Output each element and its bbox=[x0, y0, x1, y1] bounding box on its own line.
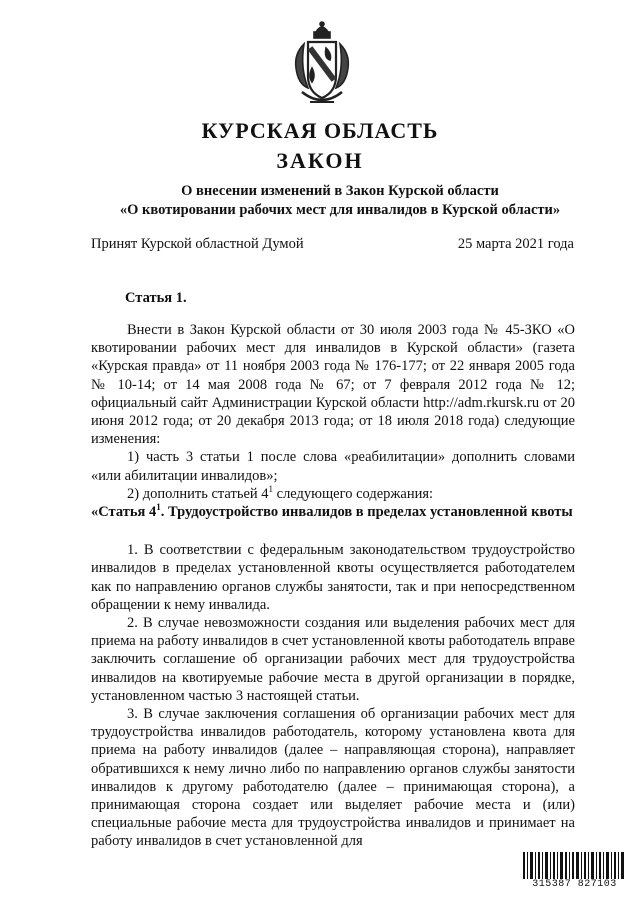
barcode-number: 315387 827103 bbox=[521, 879, 628, 890]
subtitle-line-1: О внесении изменений в Закон Курской области bbox=[181, 183, 499, 199]
paragraph-1: 1. В соответствии с федеральным законодательством трудоустройство инвалидов в пределах установленной квоты осуществляется работодателем как по направлению органов службы занятости, так и при непосредственном обращении к нему инвалида. bbox=[91, 542, 575, 613]
subtitle-line-2: «О квотировании рабочих мест для инвалидов в Курской области» bbox=[119, 202, 561, 218]
new-article-heading: «Статья $4^1$. Трудоустройство инвалидов в пределах установленной квоты bbox=[91, 502, 573, 521]
intro-paragraph: Внести в Закон Курской области от 30 июля 2003 года № 45-ЗКО «О квотировании рабочих мест для инвалидов в Курской области» (газета «Курская правда» от 11 ноября 2003 года № 176-177; от 22 января 2005 года № 10-14; от 14 мая 2008 года № 67; от 7 февраля 2012 года № 12; официальный сайт Администрации Курской области http://adm.rkursk.ru от 20 июня 2012 года; от 20 декабря 2013 года; от 18 июля 2018 года) следующие изменения: bbox=[91, 322, 575, 448]
article-heading: Статья 1. bbox=[125, 290, 187, 306]
paragraph-2: 2. В случае невозможности создания или выделения рабочих мест для приема на работу инвалидов в счет установленной квоты работодатель вправе заключить соглашение об организации рабочих мест для трудоустройства инвалидов на квотируемые рабочие места в другой организации в порядке, установленном частью 3 настоящей статьи. bbox=[91, 615, 575, 704]
adoption-date: 25 марта 2021 года bbox=[457, 236, 574, 252]
amendment-item-1: 1) часть 3 статьи 1 после слова «реабилитации» дополнить словами «или абилитации инвалидов»; bbox=[91, 449, 575, 484]
region-title: КУРСКАЯ ОБЛАСТЬ bbox=[201, 118, 439, 143]
paragraph-3: 3. В случае заключения соглашения об организации рабочих мест для трудоустройства инвалидов работодатель, которому установлена квота для приема на работу инвалидов (далее – направляющая сторона), направляет обратившихся к нему лично либо по направлению органов службы занятости инвалидов к другому работодателю (далее – принимающая сторона), а принимающая сторона создает или выделяет рабочие места и (или) специальные рабочие места для трудоустройства инвалидов и принимает на работу инвалидов в счет установленной для bbox=[91, 706, 575, 850]
adopted-by: Принят Курской областной Думой bbox=[91, 236, 304, 252]
coat-of-arms-emblem bbox=[290, 18, 354, 116]
document-body bbox=[91, 321, 575, 851]
amendment-item-2: 2) дополнить статьей $4^1$ следующего содержания: bbox=[127, 484, 434, 502]
document-type-title: ЗАКОН bbox=[276, 148, 364, 173]
